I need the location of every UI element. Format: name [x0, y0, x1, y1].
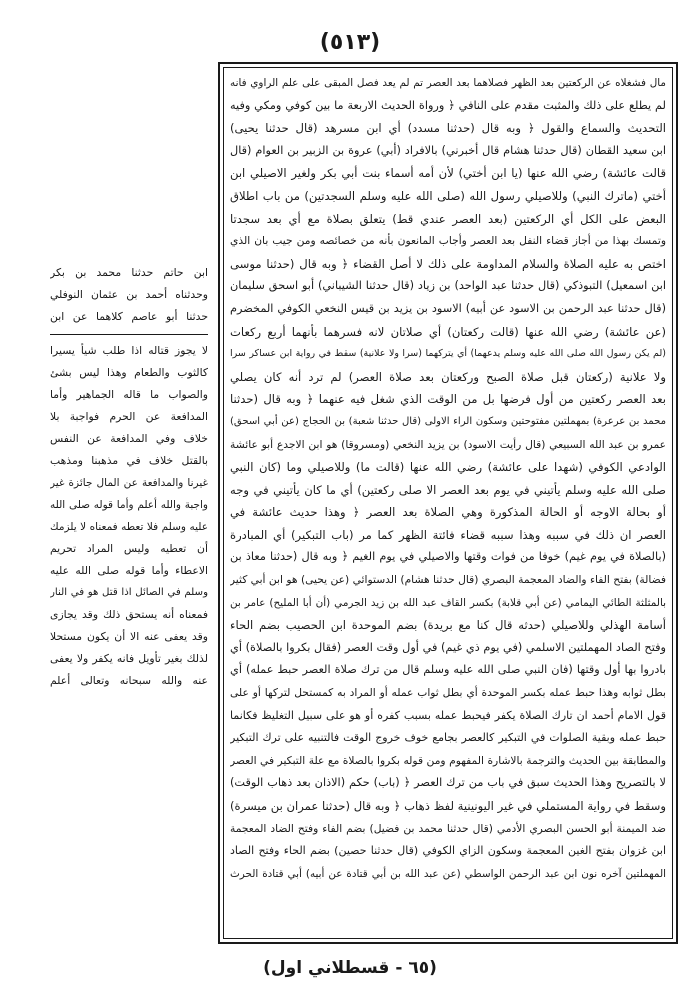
main-text-line: لم يطلع على ذلك والمثبت مقدم على النافي ﴿ ورواة الحديث الاربعة ما بين كوفي ومكي وفيه [230, 98, 666, 112]
main-text-line: اختص به عليه الصلاة والسلام المداومة على ذلك لا أصل القضاء ﴿ وبه قال (حدثنا موسى [230, 256, 666, 271]
margin-note-body [50, 340, 208, 692]
margin-note-line: فمعناه أنه يستحق ذلك وقد يجازى [50, 608, 208, 621]
main-text-line: (قال حدثنا عبد الرحمن بن الاسود عن أبيه) الاسود بن يزيد بن قيس النخعي الكوفي المخضرم [230, 301, 666, 315]
main-text-line: ضد الميمنة أبو الحسن البصري الأدمي (قال حدثنا محمد بن فضيل) بضم الفاء وفتح الضاد المعجمة [230, 821, 666, 835]
main-text-line: المهملتين آخره نون ابن عبد الرحمن الواسطي (عن عبد الله بن أبي قتادة عن أبيه) أبي قتادة الحرث [230, 867, 666, 880]
margin-note-line: وقد يعفى عنه الا أن يكون مستحلا [50, 630, 208, 643]
main-text-line: العصر ان ذلك في سببه وهذا سببه قضاء فائتة الظهر كما مر (باب التبكير) أي المبادرة [230, 527, 666, 542]
margin-note-line: بالقتل خلاف في مذهبنا ومذهب [50, 454, 208, 467]
margin-note-line: لا يجوز قتاله اذا طلب شيأ يسيرا [50, 344, 208, 357]
main-text-line: (بالصلاة في يوم غيم) خوفا من فوات وقتها والاصيلي في يوم الغيم ﴿ وبه قال (حدثنا معاذ بن [230, 550, 666, 564]
main-text-line: فضالة) بفتح الفاء والضاد المعجمة البصري (قال حدثنا هشام) الدستوائي (عن يحيى) هو ابن أبي كثير [230, 573, 666, 587]
main-text-line: (عن عائشة) رضي الله عنها (قالت ركعتان) أي صلاتان لانه فسرهما بأنهما أربع ركعات [230, 324, 666, 339]
main-text-line: بالمثلثة الطائي اليمامي (عن أبي قلابة) بكسر القاف عبد الله بن زيد الجرمي (أن أبا المليح) عامر بن [230, 596, 666, 609]
margin-note-line: عنه والله سبحانه وتعالى أعلم [50, 674, 208, 687]
margin-note-line: خلاف وفي المدافعة عن النفس [50, 432, 208, 445]
main-text-line: أو بحالة الاوجه أو الحالة المذكورة وهي الصلاة بعد العصر ﴿ وهذا حديث عائشة في [230, 505, 666, 520]
main-text-inner-border [223, 67, 673, 939]
main-commentary-text [230, 72, 666, 885]
margin-note-line: أن تعطيه وليس المراد تحريم [50, 542, 208, 555]
main-text-line: وفتح الصاد المهملتين الاسلمي (في يوم ذي غيم) في أول وقت العصر (فقال بكروا بالصلاة) أي [230, 640, 666, 654]
margin-note-line: وسلم في الصائل اذا قتل هو في النار [50, 587, 208, 598]
main-text-line: ابن سعيد القطان (قال حدثنا هشام قال أخبرني) بالافراد (أبي) عروة بن الزبير بن العوام (قال [230, 143, 666, 157]
main-text-line: بطل ثوابه وهذا حبط عمله بكسر الموحدة أي بطل ثواب عمله أو المراد به كمستحل لتركها أو على [230, 686, 666, 700]
main-text-line: حبط عمله وبقية الصلوات في التبكير كالعصر بجامع خوف خروج الوقت فالتنبيه على ترك التبكير [230, 731, 666, 745]
margin-note-line: المدافعة عن الحرم فواجبة بلا [50, 410, 208, 423]
margin-note-line: الاعطاء وأما قوله صلى الله عليه [50, 564, 208, 577]
main-text-line: (لم يكن رسول الله صلى الله عليه وسلم يدعهما) أي يتركهما (سرا ولا علانية) سقط في رواية ابن عساكر سرا [230, 348, 666, 360]
main-text-line: والمطابقة بين الحديث والترجمة بالاشارة المفهوم ومن قوله بكروا بالصلاة مع علة التبكير في العصر [230, 753, 666, 767]
page-number: (٥١٣) [319, 30, 381, 55]
page-footer-signature: (٦٥ - قسطلاني اول) [263, 958, 437, 978]
margin-note-line: واجبة والله أعلم وأما قوله صلى الله [50, 499, 208, 511]
main-text-line: وتمسك بهذا من أجاز قضاء النفل بعد العصر وأجاب المانعون بأنه من خصائصه ومن جيب بان الذي [230, 234, 666, 248]
main-text-line: أختي (ماترك النبي) وللاصيلي رسول الله (صلى الله عليه وسلم السجدتين) من باب اطلاق [230, 188, 666, 203]
main-text-line: ابن غزوان بفتح الغين المعجمة وسكون الزاي الكوفي (قال حدثنا حصين) بضم الحاء وفتح الصاد [230, 844, 666, 858]
main-text-line: أسامة الهذلي وللاصيلي (حدثه قال كنا مع بريدة) بضم الموحدة ابن الحصيب بضم الحاء [230, 618, 666, 633]
main-text-line: قالت عائشة) رضي الله عنها (يا ابن أختي) لأن أمه أسماء بنت أبي بكر ولغير الاصيلي ابن [230, 166, 666, 181]
margin-note-line: وحدثناه أحمد بن عثمان النوفلي [50, 288, 208, 301]
main-text-line: مال فشغلاه عن الركعتين بعد الظهر فصلاهما بعد العصر تم لم يعد فصل المبقى على علم الراوي فانه [230, 77, 666, 89]
margin-note-line: غيرنا والمدافعة عن المال جائزة غير [50, 477, 208, 489]
margin-note-line: كالثوب والطعام وهذا ليس بشئ [50, 366, 208, 379]
main-text-line: بادروا بها أول وقتها (فان النبي صلى الله عليه وسلم قال من ترك صلاة العصر حبط عمله) أي [230, 663, 666, 677]
main-text-line: محمد بن عرعرة) بمهملتين مفتوحتين وسكون الراء الاولى (قال حدثنا شعبة) بن الحجاج (عن أبي اسحق) [230, 415, 666, 427]
main-text-line: ولا علانية (ركعتان قبل صلاة الصبح وركعتان بعد صلاة العصر) لم ترد أنه كان يصلي [230, 369, 666, 384]
main-text-frame [218, 62, 678, 944]
margin-note-top [50, 262, 208, 328]
margin-note-line: عليه وسلم فلا تعطه فمعناه لا يلزمك [50, 521, 208, 533]
main-text-line: قول الامام أحمد ان تارك الصلاة يكفر فيحبط عمله بسبب كفره أو هو على سبيل التغليظ فكانما [230, 708, 666, 722]
main-text-line: البعض على الكل أي الركعتين (بعد العصر عندي قط) يتعلق بصلاة مع أي بعد سجدتا [230, 211, 666, 226]
main-text-line: وسقط في رواية المستملي في غير اليونينية لفظ ذهاب ﴿ وبه قال (حدثنا عمران بن ميسرة) [230, 799, 666, 813]
margin-note-line: ابن حاتم حدثنا محمد بن بكر [50, 266, 208, 279]
main-text-line: التحديث والسماع والقول ﴿ وبه قال (حدثنا مسدد) أي ابن مسرهد (قال حدثنا يحيى) [230, 121, 666, 136]
main-text-line: ابن اسمعيل) التبوذكي (قال حدثنا عبد الواحد) بن زياد (قال حدثنا الشيباني) أبو اسحق سليمان [230, 279, 666, 293]
main-text-line: صلى الله عليه وسلم يأتيني في يوم بعد العصر الا صلى ركعتين) أي ما كان يأتيني في وجه [230, 482, 666, 497]
main-text-line: بعد العصر ركعتين من أول فرضها بل من الوقت الذي شغل فيه عنهما ﴿ وبه قال (حدثنا [230, 392, 666, 407]
main-text-line: لا بالتصريح وهذا الحديث سبق في باب من ترك العصر ﴿ (باب) حكم (الاذان بعد ذهاب الوقت) [230, 776, 666, 790]
main-text-line: عمرو بن عبد الله السبيعي (قال رأيت الاسود) بن يزيد النخعي (ومسروقا) هو ابن الاجدع أبو عائشة [230, 437, 666, 451]
margin-note-line: والصواب ما قاله الجماهير وأما [50, 388, 208, 401]
margin-note-line: حدثنا أبو عاصم كلاهما عن ابن [50, 310, 208, 323]
margin-note-line: لذلك بغير تأويل فانه يكفر ولا يعفى [50, 652, 208, 665]
main-text-line: الوادعي الكوفي (شهدا على عائشة) رضي الله عنها (قالت ما) وللاصيلي وما (كان النبي [230, 460, 666, 475]
margin-divider-rule [50, 334, 208, 335]
